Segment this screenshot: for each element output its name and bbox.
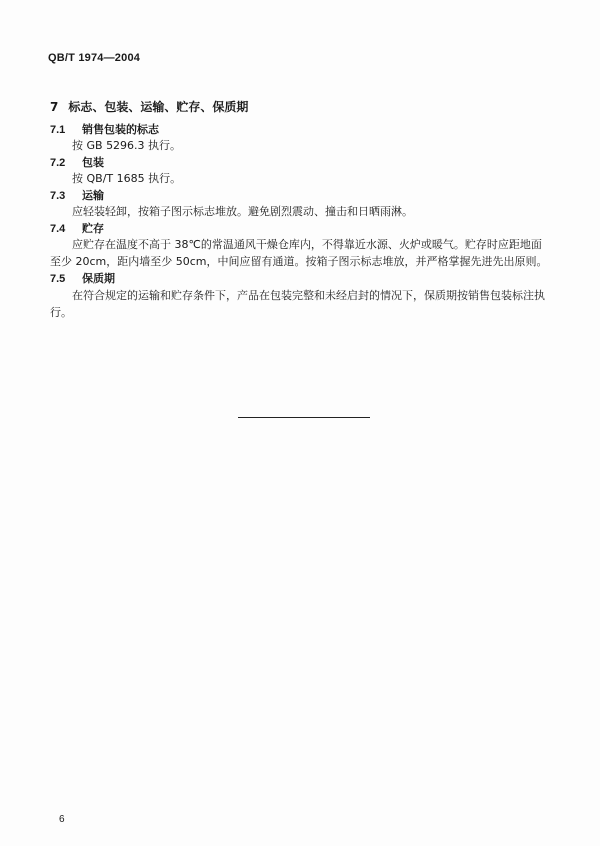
section-number: 7.3 bbox=[50, 190, 66, 202]
chapter-heading bbox=[50, 98, 248, 115]
section-number: 7.2 bbox=[50, 157, 66, 169]
section-7-4-text-line-1: 应贮存在温度不高于 38℃的常温通风干燥仓库内，不得靠近水源、火炉或暖气。贮存时应距地面 bbox=[72, 238, 542, 251]
end-of-standard-rule bbox=[238, 417, 370, 418]
section-title: 贮存 bbox=[82, 222, 104, 235]
standard-number-header: QB/T 1974—2004 bbox=[48, 52, 141, 64]
section-7-3-text: 应轻装轻卸，按箱子图示标志堆放。避免剧烈震动、撞击和日晒雨淋。 bbox=[72, 205, 413, 218]
chapter-title: 标志、包装、运输、贮存、保质期 bbox=[68, 100, 249, 114]
section-7-4-text-line-2: 至少 20cm，距内墙至少 50cm，中间应留有通道。按箱子图示标志堆放，并严格掌握先进先出原则。 bbox=[50, 255, 548, 268]
section-7-5-text-line-2: 行。 bbox=[50, 306, 72, 319]
section-heading-7-3 bbox=[50, 187, 104, 203]
section-title: 销售包装的标志 bbox=[82, 123, 159, 136]
section-heading-7-1 bbox=[50, 121, 159, 137]
section-heading-7-2 bbox=[50, 154, 104, 170]
section-7-5-text-line-1: 在符合规定的运输和贮存条件下，产品在包装完整和未经启封的情况下，保质期按销售包装标注执 bbox=[72, 289, 545, 302]
section-number: 7.5 bbox=[50, 273, 66, 285]
section-number: 7.4 bbox=[50, 223, 66, 235]
section-7-2-text: 按 QB/T 1685 执行。 bbox=[72, 172, 182, 185]
section-title: 运输 bbox=[82, 189, 104, 202]
section-heading-7-5 bbox=[50, 270, 115, 286]
section-title: 保质期 bbox=[82, 272, 115, 285]
section-number: 7.1 bbox=[50, 124, 66, 136]
section-heading-7-4 bbox=[50, 220, 104, 236]
section-title: 包装 bbox=[82, 156, 104, 169]
page-number: 6 bbox=[59, 814, 65, 825]
chapter-number: 7 bbox=[50, 100, 59, 114]
section-7-1-text: 按 GB 5296.3 执行。 bbox=[72, 139, 182, 152]
